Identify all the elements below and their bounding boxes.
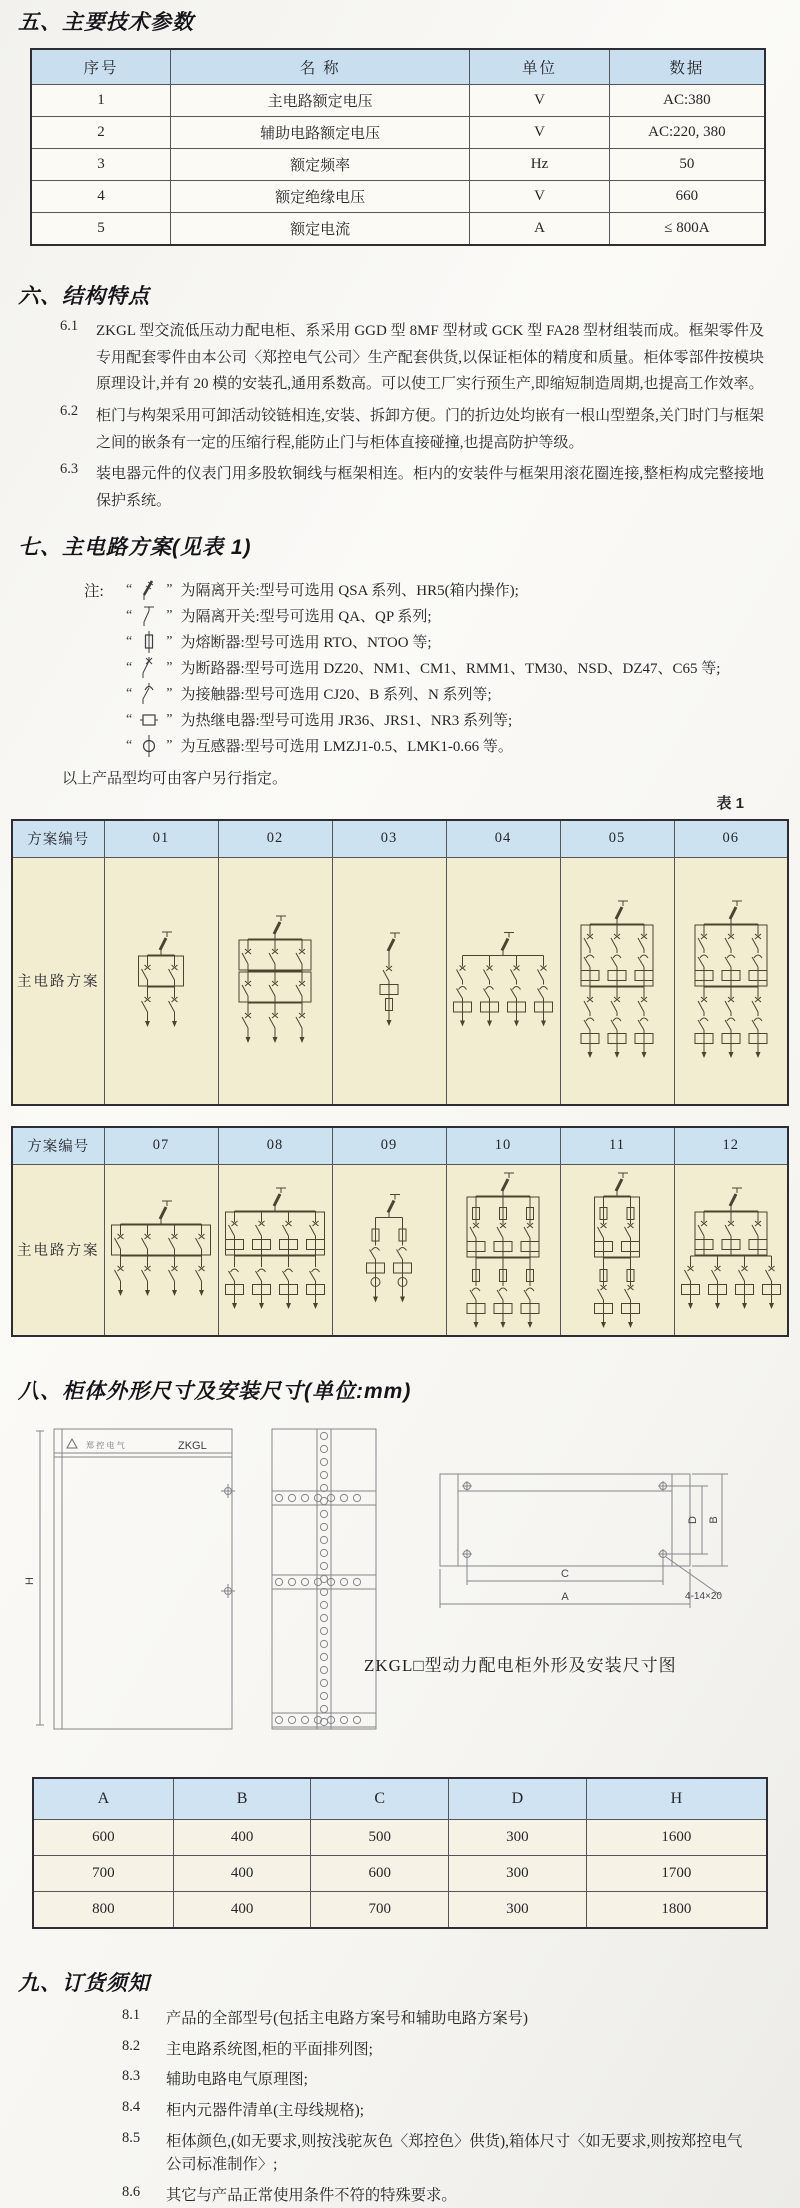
svg-text:ZKGL: ZKGL xyxy=(178,1439,207,1452)
dimensions-table xyxy=(32,1777,768,1929)
params-cell: 1 xyxy=(31,85,171,117)
scheme-diagram-cell xyxy=(560,1164,674,1336)
order-item xyxy=(122,2038,800,2062)
dims-cell: 700 xyxy=(311,1891,449,1928)
params-row xyxy=(31,213,765,246)
scheme-row-label: 主电路方案 xyxy=(12,857,104,1105)
dims-cell: 600 xyxy=(311,1855,449,1891)
quote-open: “ xyxy=(126,711,133,727)
params-cell: V xyxy=(470,181,610,213)
scheme-diagram xyxy=(677,859,785,1097)
params-header-row xyxy=(31,49,765,85)
scheme-diagram-cell xyxy=(104,857,218,1105)
dims-cell: 300 xyxy=(449,1819,587,1855)
note-text: 为隔离开关:型号可选用 QA、QP 系列; xyxy=(180,609,432,626)
params-cell: 2 xyxy=(31,117,171,149)
note-prefix: 注: xyxy=(84,582,104,600)
drawing-caption: ZKGL□型动力配电柜外形及安装尺寸图 xyxy=(364,1655,677,1675)
note-text: 为断路器:型号可选用 DZ20、NM1、CM1、RMM1、TM30、NSD、DZ47、C65 等; xyxy=(180,661,721,678)
scheme-diagram-cell xyxy=(332,1164,446,1336)
scheme-diagram-cell xyxy=(104,1164,218,1336)
params-cell: 主电路额定电压 xyxy=(171,85,470,117)
quote-close: ” xyxy=(166,659,173,675)
svg-text:A: A xyxy=(561,1590,569,1603)
contactor-icon xyxy=(139,682,159,706)
dims-header-row xyxy=(33,1778,767,1820)
dims-cell: 600 xyxy=(33,1819,173,1855)
dims-cell: 500 xyxy=(311,1819,449,1855)
scheme-corner-cell: 方案编号 xyxy=(12,820,104,858)
scheme-diagram xyxy=(221,1166,329,1328)
dims-cell: 1600 xyxy=(586,1819,767,1855)
feature-item xyxy=(60,461,800,514)
order-item xyxy=(122,2184,800,2208)
params-row xyxy=(31,85,765,117)
params-cell: 4 xyxy=(31,181,171,213)
quote-close: ” xyxy=(166,737,173,753)
order-text: 其它与产品正常使用条件不符的特殊要求。 xyxy=(166,2187,457,2205)
dims-cell: 300 xyxy=(449,1855,587,1891)
order-item xyxy=(122,2130,800,2177)
note-text: 为热继电器:型号可选用 JR36、JRS1、NR3 系列等; xyxy=(180,713,513,730)
scheme-number-cell: 12 xyxy=(674,1127,788,1165)
section-5-title: 五、主要技术参数 xyxy=(18,11,194,34)
scheme-body-row xyxy=(12,857,788,1105)
params-cell: 3 xyxy=(31,149,171,181)
scheme-diagram xyxy=(107,1166,215,1328)
dims-header-cell: C xyxy=(311,1778,449,1820)
thermal-relay-icon xyxy=(139,708,159,732)
params-cell: ≤ 800A xyxy=(609,213,765,246)
isolator-icon xyxy=(139,604,159,628)
dims-cell: 1800 xyxy=(586,1891,767,1928)
params-cell: AC:380 xyxy=(609,85,765,117)
note-symbol xyxy=(132,630,166,654)
dims-cell: 1700 xyxy=(586,1855,767,1891)
feature-text: 柜门与构架采用可卸活动铰链相连,安装、拆卸方便。门的折边处均嵌有一根山型塑条,关门时门与框架之间的嵌条有一定的压缩行程,能防止门与柜体直接碰撞,也提高防护等级。 xyxy=(96,408,764,451)
svg-text:D: D xyxy=(687,1515,699,1524)
scheme-diagram xyxy=(335,1166,443,1328)
params-row xyxy=(31,117,765,149)
scheme-number-cell: 03 xyxy=(332,820,446,858)
params-cell: 50 xyxy=(609,149,765,181)
params-cell: 5 xyxy=(31,213,171,246)
dims-cell: 400 xyxy=(173,1891,311,1928)
dimension-drawings xyxy=(20,1419,800,1755)
order-text: 柜体颜色,(如无要求,则按浅驼灰色〈郑控色〉供货),箱体尺寸〈如无要求,则按郑控电气公司标准制作〉; xyxy=(166,2132,743,2174)
feature-item xyxy=(60,318,800,398)
note-text: 为接触器:型号可选用 CJ20、B 系列、N 系列等; xyxy=(180,687,492,704)
symbol-note xyxy=(84,733,800,759)
params-header-cell: 名 称 xyxy=(171,49,470,85)
section-6-title: 六、结构特点 xyxy=(18,285,150,308)
quote-close: ” xyxy=(166,685,173,701)
svg-text:C: C xyxy=(561,1567,569,1580)
scheme-row-label: 主电路方案 xyxy=(12,1164,104,1336)
transformer-icon xyxy=(139,734,159,758)
order-number: 8.1 xyxy=(122,2006,141,2023)
params-row xyxy=(31,181,765,213)
dims-cell: 300 xyxy=(449,1891,587,1928)
quote-open: “ xyxy=(126,607,133,623)
section-7-title: 七、主电路方案(见表 1) xyxy=(18,535,252,559)
params-cell: Hz xyxy=(470,149,610,181)
order-item xyxy=(122,2068,800,2092)
feature-item xyxy=(60,403,800,456)
params-header-cell: 单位 xyxy=(470,49,610,85)
scheme-corner-cell: 方案编号 xyxy=(12,1127,104,1165)
order-text: 辅助电路电气原理图; xyxy=(166,2071,308,2089)
scheme-diagram xyxy=(563,1166,671,1328)
scheme-table-07-12 xyxy=(11,1126,789,1337)
params-cell: V xyxy=(470,85,610,117)
symbol-note xyxy=(84,655,800,681)
order-number: 8.5 xyxy=(122,2129,141,2146)
section-9-title: 九、订货须知 xyxy=(18,1971,150,1995)
ordering-notes-list xyxy=(0,2007,800,2208)
quote-close: ” xyxy=(166,607,173,623)
feature-text: ZKGL 型交流低压动力配电柜、系采用 GGD 型 8MF 型材或 GCK 型 FA28 型材组装而成。框架零件及专用配套零件由本公司〈郑控电气公司〉生产配套供货,以保证柜体的精度和质量。柜体零部件按模块原理设计,并有 20 模的安装孔,通用系数高。可以使工厂实行预生产,即缩短制造周期,也提高工作效率。 xyxy=(96,323,764,393)
quote-open: “ xyxy=(126,659,133,675)
feature-number: 6.2 xyxy=(60,403,79,420)
params-cell: V xyxy=(470,117,610,149)
dims-header-cell: H xyxy=(586,1778,767,1820)
dims-row xyxy=(33,1819,767,1855)
params-cell: 辅助电路额定电压 xyxy=(171,117,470,149)
scheme-number-cell: 02 xyxy=(218,820,332,858)
scheme-number-cell: 08 xyxy=(218,1127,332,1165)
scheme-diagram xyxy=(449,859,557,1097)
scheme-diagram-cell xyxy=(446,857,560,1105)
feature-text: 装电器元件的仪表门用多股软铜线与框架相连。柜内的安装件与框架用滚花圈连接,整柜构成完整接地保护系统。 xyxy=(96,466,764,510)
symbol-note xyxy=(84,577,800,603)
svg-text:H: H xyxy=(24,1576,36,1585)
note-symbol xyxy=(132,604,166,628)
scheme-body-row xyxy=(12,1164,788,1336)
scheme-number-cell: 09 xyxy=(332,1127,446,1165)
scheme-diagram-cell xyxy=(446,1164,560,1336)
knife-switch-icon xyxy=(139,578,159,602)
scheme-number-cell: 10 xyxy=(446,1127,560,1165)
scheme-number-cell: 04 xyxy=(446,820,560,858)
scheme-diagram-cell xyxy=(560,857,674,1105)
quote-close: ” xyxy=(166,711,173,727)
svg-text:郑 控 电 气: 郑 控 电 气 xyxy=(86,1440,125,1450)
note-text: 为互感器:型号可选用 LMZJ1-0.5、LMK1-0.66 等。 xyxy=(180,739,513,756)
scheme-diagram xyxy=(563,859,671,1097)
order-text: 柜内元器件清单(主母线规格); xyxy=(166,2101,365,2119)
dims-header-cell: A xyxy=(33,1778,173,1820)
symbol-note xyxy=(84,707,800,733)
quote-close: ” xyxy=(166,633,173,649)
note-text: 为熔断器:型号可选用 RTO、NTOO 等; xyxy=(180,635,432,652)
note-symbol xyxy=(132,578,166,602)
notes-closing-line: 以上产品型均可由客户另行指定。 xyxy=(62,770,288,787)
order-text: 产品的全部型号(包括主电路方案号和辅助电路方案号) xyxy=(166,2009,529,2027)
tech-params-table xyxy=(30,48,766,246)
scheme-number-cell: 05 xyxy=(560,820,674,858)
params-row xyxy=(31,149,765,181)
scheme-header-row xyxy=(12,820,788,858)
dims-header-cell: D xyxy=(449,1778,587,1820)
dims-cell: 400 xyxy=(173,1819,311,1855)
scheme-number-cell: 07 xyxy=(104,1127,218,1165)
quote-open: “ xyxy=(126,633,133,649)
feature-number: 6.3 xyxy=(60,461,79,478)
dims-cell: 700 xyxy=(33,1855,173,1891)
order-number: 8.4 xyxy=(122,2098,141,2115)
scheme-diagram xyxy=(107,859,215,1097)
scheme-number-cell: 01 xyxy=(104,820,218,858)
section-8-title: 八、柜体外形尺寸及安装尺寸(单位:mm) xyxy=(18,1379,412,1403)
params-header-cell: 数据 xyxy=(609,49,765,85)
scheme-header-row xyxy=(12,1127,788,1165)
order-number: 8.3 xyxy=(122,2068,141,2085)
scheme-number-cell: 11 xyxy=(560,1127,674,1165)
params-cell: 额定电流 xyxy=(171,213,470,246)
order-item xyxy=(122,2007,800,2031)
quote-open: “ xyxy=(126,581,133,597)
scheme-diagram xyxy=(221,859,329,1097)
params-cell: 660 xyxy=(609,181,765,213)
quote-open: “ xyxy=(126,685,133,701)
note-text: 为隔离开关:型号可选用 QSA 系列、HR5(箱内操作); xyxy=(180,583,519,600)
scheme-diagram-cell xyxy=(218,857,332,1105)
symbol-note xyxy=(84,629,800,655)
svg-text:B: B xyxy=(708,1516,720,1524)
dims-header-cell: B xyxy=(173,1778,311,1820)
cabinet-drawings-svg xyxy=(20,1419,780,1755)
scheme-diagram-cell xyxy=(674,857,788,1105)
note-symbol xyxy=(132,656,166,680)
params-cell: 额定绝缘电压 xyxy=(171,181,470,213)
order-item xyxy=(122,2099,800,2123)
breaker-icon xyxy=(139,656,159,680)
params-cell: AC:220, 380 xyxy=(609,117,765,149)
params-cell: 额定频率 xyxy=(171,149,470,181)
note-symbol xyxy=(132,682,166,706)
scheme-number-cell: 06 xyxy=(674,820,788,858)
order-number: 8.6 xyxy=(122,2184,141,2201)
order-number: 8.2 xyxy=(122,2037,141,2054)
fuse-icon xyxy=(139,630,159,654)
scheme-diagram-cell xyxy=(332,857,446,1105)
order-text: 主电路系统图,柜的平面排列图; xyxy=(166,2040,373,2058)
note-symbol xyxy=(132,734,166,758)
quote-open: “ xyxy=(126,737,133,753)
dims-cell: 800 xyxy=(33,1891,173,1928)
dims-row xyxy=(33,1855,767,1891)
svg-text:4-14×20: 4-14×20 xyxy=(685,1590,722,1602)
dims-row xyxy=(33,1891,767,1928)
table1-label: 表 1 xyxy=(716,794,744,812)
symbol-note xyxy=(84,603,800,629)
scheme-table-01-06 xyxy=(11,819,789,1106)
scheme-diagram xyxy=(677,1166,785,1328)
params-header-cell: 序号 xyxy=(31,49,171,85)
dims-cell: 400 xyxy=(173,1855,311,1891)
params-cell: A xyxy=(470,213,610,246)
feature-number: 6.1 xyxy=(60,318,79,334)
note-symbol xyxy=(132,708,166,732)
structure-features-list xyxy=(0,318,800,515)
scheme-diagram-cell xyxy=(674,1164,788,1336)
symbol-notes-list xyxy=(84,577,800,759)
scheme-diagram-cell xyxy=(218,1164,332,1336)
symbol-note xyxy=(84,681,800,707)
scheme-diagram xyxy=(449,1166,557,1328)
scheme-diagram xyxy=(335,859,443,1097)
quote-close: ” xyxy=(166,581,173,597)
